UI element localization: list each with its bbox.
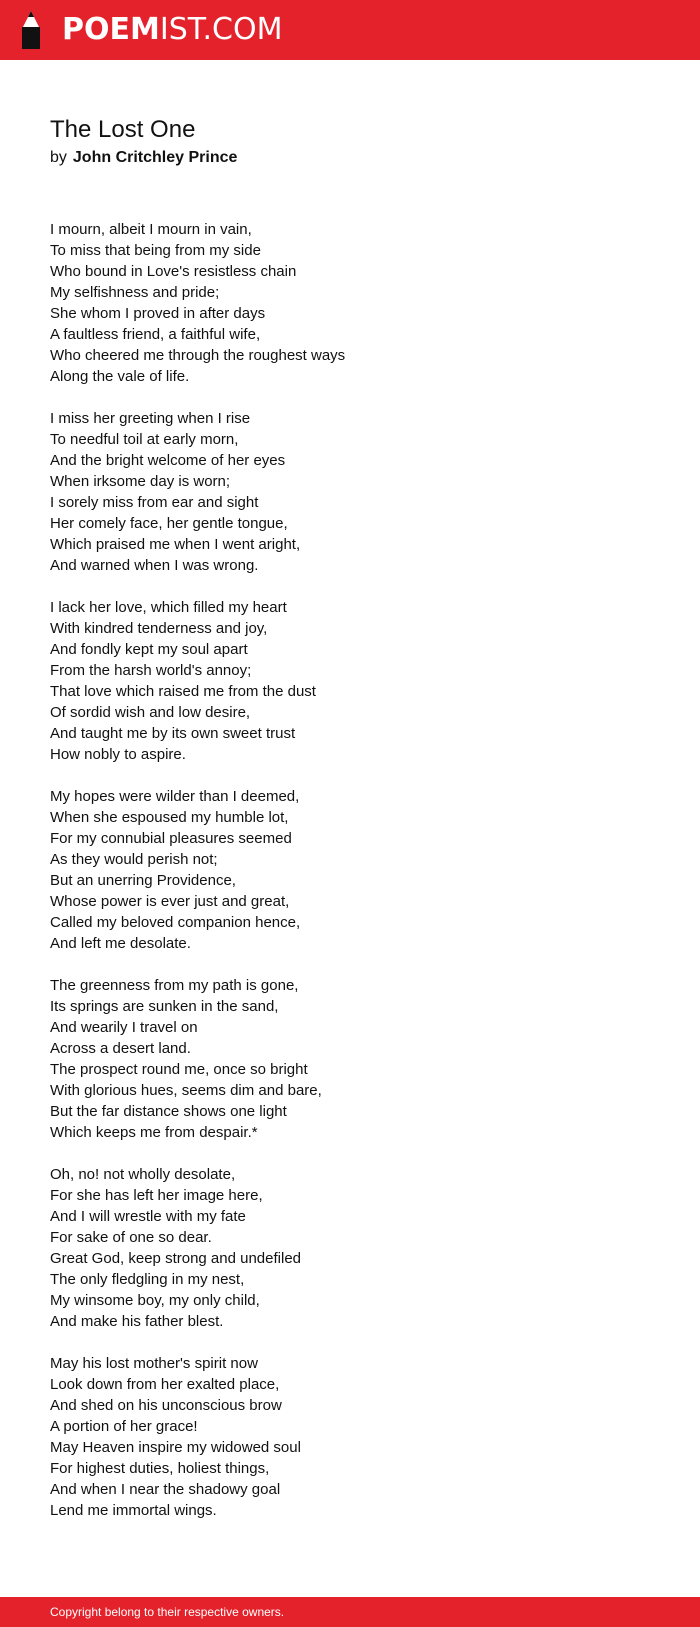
poem-line: Who bound in Love's resistless chain [50,263,297,280]
poem-line: I lack her love, which filled my heart [50,599,287,616]
poem-line: That love which raised me from the dust [50,683,316,700]
poem-line: To miss that being from my side [50,242,261,259]
poem-line: She whom I proved in after days [50,305,266,322]
poem-line: When irksome day is worn; [50,473,231,490]
poem-line: Which keeps me from despair.* [50,1124,258,1141]
poem-title: The Lost One [50,116,196,143]
poem-line: And wearily I travel on [50,1019,198,1036]
poem-line: A faultless friend, a faithful wife, [50,326,261,343]
by-label: by [50,149,67,166]
poem-body [50,219,670,1542]
poem-line: The only fledgling in my nest, [50,1271,245,1288]
poem-line: Her comely face, her gentle tongue, [50,515,288,532]
poem-line: When she espoused my humble lot, [50,809,289,826]
poem-line: The greenness from my path is gone, [50,977,299,994]
poem-line: Lend me immortal wings. [50,1502,217,1519]
poem-stanza [50,786,670,954]
poem-line: With kindred tenderness and joy, [50,620,268,637]
poem-line: Oh, no! not wholly desolate, [50,1166,236,1183]
poem-line: Look down from her exalted place, [50,1376,280,1393]
site-header [0,0,700,60]
poem-line: But the far distance shows one light [50,1103,287,1120]
poem-line: My winsome boy, my only child, [50,1292,260,1309]
poem-line: How nobly to aspire. [50,746,186,763]
poem-line: To needful toil at early morn, [50,431,239,448]
poem-line: But an unerring Providence, [50,872,236,889]
poem-line: Called my beloved companion hence, [50,914,301,931]
logo-bold-text: POEM [62,12,160,47]
poem-stanza [50,408,670,576]
author-link[interactable]: John Critchley Prince [72,149,238,166]
poem-stanza [50,1164,670,1332]
poem-line: And taught me by its own sweet trust [50,725,296,742]
poem-line: Great God, keep strong and undefiled [50,1250,302,1267]
pencil-icon[interactable] [17,9,45,51]
poem-line: The prospect round me, once so bright [50,1061,308,1078]
poem-line: For my connubial pleasures seemed [50,830,292,847]
poem-line: From the harsh world's annoy; [50,662,252,679]
poem-line: I miss her greeting when I rise [50,410,251,427]
poem-line: Whose power is ever just and great, [50,893,290,910]
copyright-text: Copyright belong to their respective owners. [50,1605,285,1619]
logo-light-text: IST.COM [159,12,283,47]
poem-line: Who cheered me through the roughest ways [50,347,346,364]
byline [50,147,237,169]
poem-stanza [50,1353,670,1521]
poem-stanza [50,597,670,765]
poem-line: A portion of her grace! [50,1418,198,1435]
poem-line: And make his father blest. [50,1313,224,1330]
poem-line: For highest duties, holiest things, [50,1460,270,1477]
poem-line: For she has left her image here, [50,1187,263,1204]
poem-stanza [50,219,670,387]
poem-line: And warned when I was wrong. [50,557,259,574]
poem-line: May Heaven inspire my widowed soul [50,1439,301,1456]
poem-line: And left me desolate. [50,935,191,952]
poem-stanza [50,975,670,1143]
site-logo[interactable] [62,12,282,48]
poem-line: My hopes were wilder than I deemed, [50,788,300,805]
poem-line: And fondly kept my soul apart [50,641,248,658]
poem-line: My selfishness and pride; [50,284,220,301]
poem-line: Its springs are sunken in the sand, [50,998,279,1015]
poem-line: And I will wrestle with my fate [50,1208,246,1225]
poem-line: And shed on his unconscious brow [50,1397,282,1414]
poem-line: I mourn, albeit I mourn in vain, [50,221,252,238]
poem-line: Along the vale of life. [50,368,190,385]
poem-line: Across a desert land. [50,1040,191,1057]
poem-line: For sake of one so dear. [50,1229,212,1246]
poem-line: Which praised me when I went aright, [50,536,301,553]
poem-line: With glorious hues, seems dim and bare, [50,1082,322,1099]
poem-line: Of sordid wish and low desire, [50,704,251,721]
poem-line: And the bright welcome of her eyes [50,452,286,469]
poem-line: May his lost mother's spirit now [50,1355,258,1372]
poem-line: I sorely miss from ear and sight [50,494,259,511]
site-footer [0,1597,700,1627]
poem-line: As they would perish not; [50,851,218,868]
poem-line: And when I near the shadowy goal [50,1481,281,1498]
